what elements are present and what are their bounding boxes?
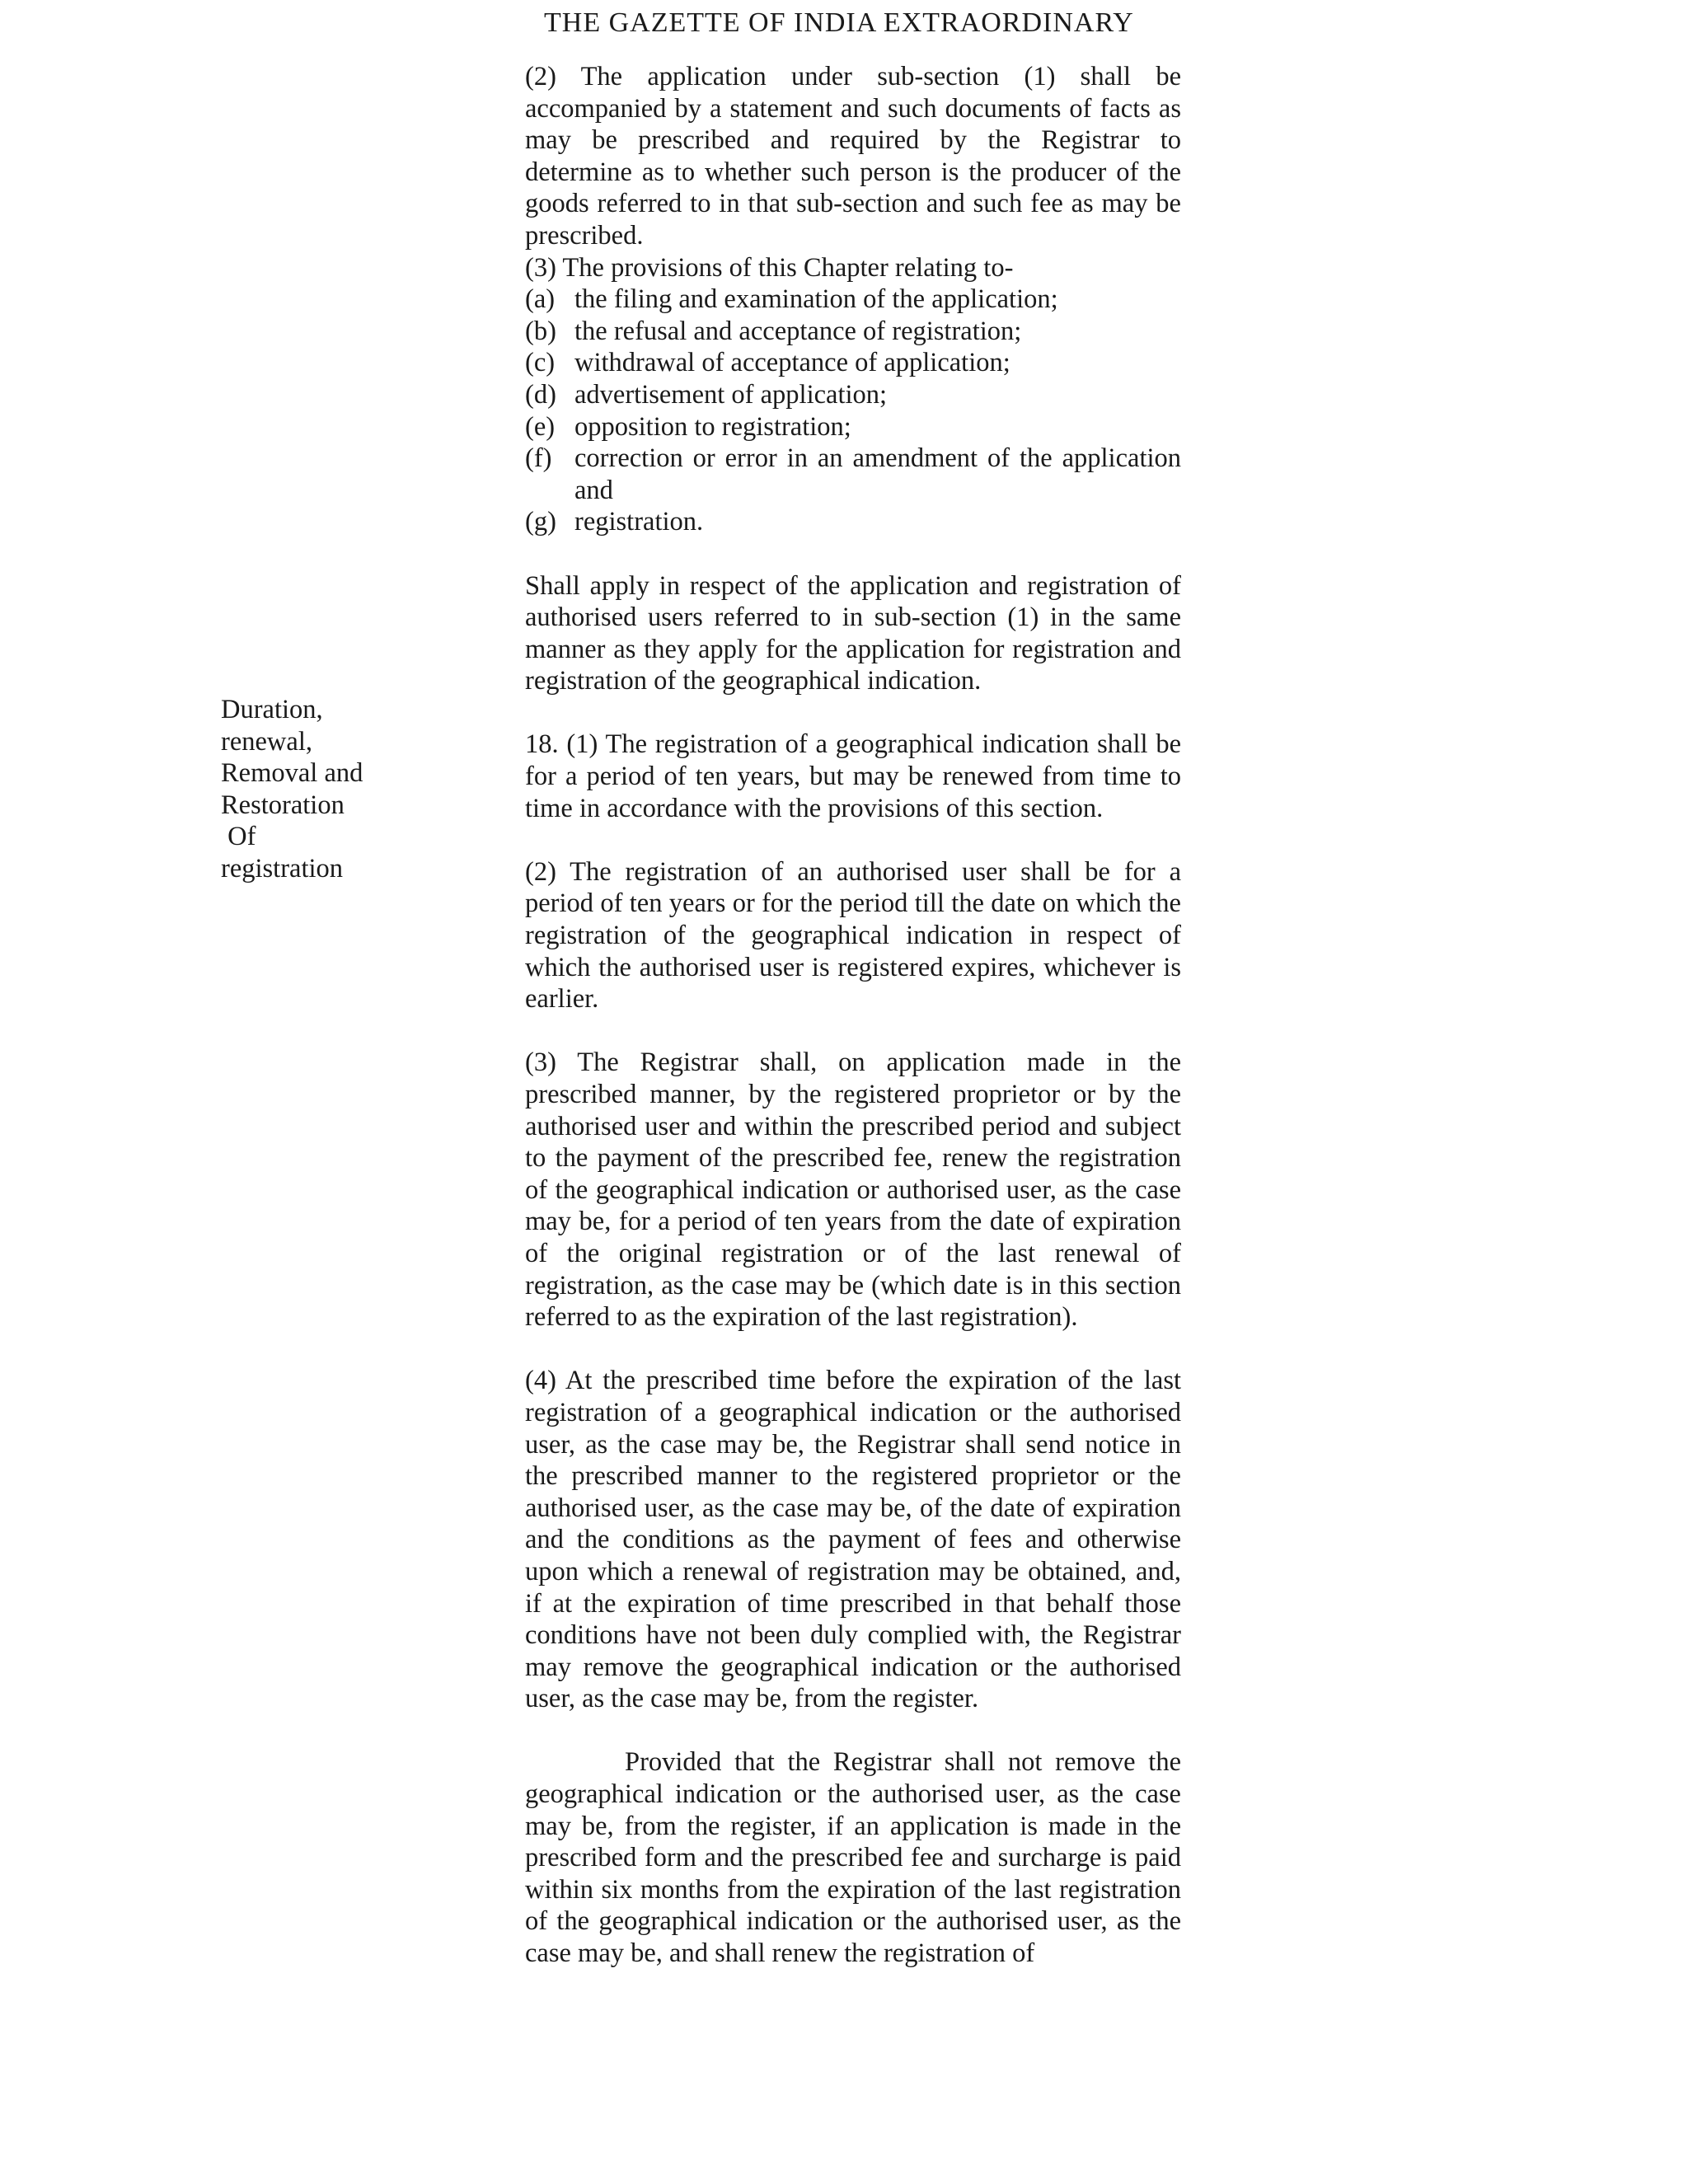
list-item-text: opposition to registration; xyxy=(574,411,851,442)
list-item-text: registration. xyxy=(574,507,704,537)
margin-note-line: Duration, xyxy=(221,695,323,724)
list-item-label: (c) xyxy=(525,348,556,378)
list-item-text: advertisement of application; xyxy=(574,379,888,410)
paragraph-gap xyxy=(525,1715,1181,1747)
sub-section-2: (2) The application under sub-section (1) shall be accompanied by a statement and such documents of facts as may be prescribed and required by the Registrar to determine as to whether such person is the producer of the goods referred to in that sub-section and such fee as may be prescribed. xyxy=(525,62,1181,251)
proviso-paragraph: Provided that the Registrar shall not remove the geographical indication or the authorised user, as the case may be, from the register, if an application is made in the prescribed form and the prescribed fee and surcharge is paid within six months from the expiration of the last registration of the geographical indication or the authorised user, as the case may be, and shall renew the registration of xyxy=(525,1747,1181,1969)
sub-section-3-intro: (3) The provisions of this Chapter relating to- xyxy=(525,252,1014,283)
section-18-4: (4) At the prescribed time before the expiration of the last registration of a geographical indication or the authorised user, as the case may be, the Registrar shall send notice in the prescribed manner to the registered proprietor or the authorised user, as the case may be, of the date of expiration and the conditions as the payment of fees and otherwise upon which a renewal of registration may be obtained, and, if at the expiration of time prescribed in that behalf those conditions have not been duly complied with, the Registrar may remove the geographical indication or the authorised user, as the case may be, from the register. xyxy=(525,1366,1181,1714)
section-18-2: (2) The registration of an authorised user shall be for a period of ten years or for the period till the date on which the registration of the geographical indication in respect of which the authorised user is registered expires, whichever is earlier. xyxy=(525,856,1181,1015)
list-item xyxy=(525,347,1181,379)
paragraph-gap xyxy=(525,1015,1181,1047)
margin-note-line: Of xyxy=(221,822,256,852)
list-item-label: (f) xyxy=(525,443,552,474)
section-18-1: 18. (1) The registration of a geographical indication shall be for a period of ten years, but may be renewed from time to time in accordance with the provisions of this section. xyxy=(525,729,1181,823)
shall-apply-paragraph: Shall apply in respect of the application and registration of authorised users referred to in sub-section (1) in the same manner as they apply for the application for registration and registration of the geographical indication. xyxy=(525,570,1181,696)
margin-note-line: Removal and xyxy=(221,758,363,789)
list-item xyxy=(525,411,1181,443)
list-item-text: the filing and examination of the application; xyxy=(574,284,1058,315)
list-item-label: (a) xyxy=(525,284,556,315)
list-item xyxy=(525,379,1181,411)
margin-note-line: registration xyxy=(221,853,344,883)
section-18-3: (3) The Registrar shall, on application made in the prescribed manner, by the registered proprietor or by the authorised user and within the prescribed period and subject to the payment of the prescribed fee, renew the registration of the geographical indication or authorised user, as the case may be, for a period of ten years from the date of expiration of the original registration or of the last renewal of registration, as the case may be (which date is in this section referred to as the expiration of the last registration). xyxy=(525,1047,1181,1333)
list-item-label: (e) xyxy=(525,411,556,442)
margin-note-line: renewal, xyxy=(221,726,312,757)
paragraph-gap xyxy=(525,824,1181,856)
list-item xyxy=(525,316,1181,348)
paragraph-gap xyxy=(525,538,1181,570)
main-text xyxy=(525,61,1181,1970)
margin-note xyxy=(221,694,410,885)
list-item-text: correction or error in an amendment of the application and xyxy=(574,443,1181,505)
paragraph-gap xyxy=(525,1333,1181,1366)
list-item xyxy=(525,284,1181,316)
list-item-text: withdrawal of acceptance of application; xyxy=(574,348,1010,378)
list-item-label: (d) xyxy=(525,379,556,410)
page-header xyxy=(544,7,1203,53)
list-item xyxy=(525,443,1181,506)
list-item-text: the refusal and acceptance of registration; xyxy=(574,316,1022,346)
gazette-title: THE GAZETTE OF INDIA EXTRAORDINARY xyxy=(544,7,1134,38)
list-item-label: (b) xyxy=(525,316,556,346)
paragraph-gap xyxy=(525,697,1181,729)
list-item-label: (g) xyxy=(525,507,556,537)
list-item xyxy=(525,506,1181,538)
margin-note-line: Restoration xyxy=(221,790,345,820)
